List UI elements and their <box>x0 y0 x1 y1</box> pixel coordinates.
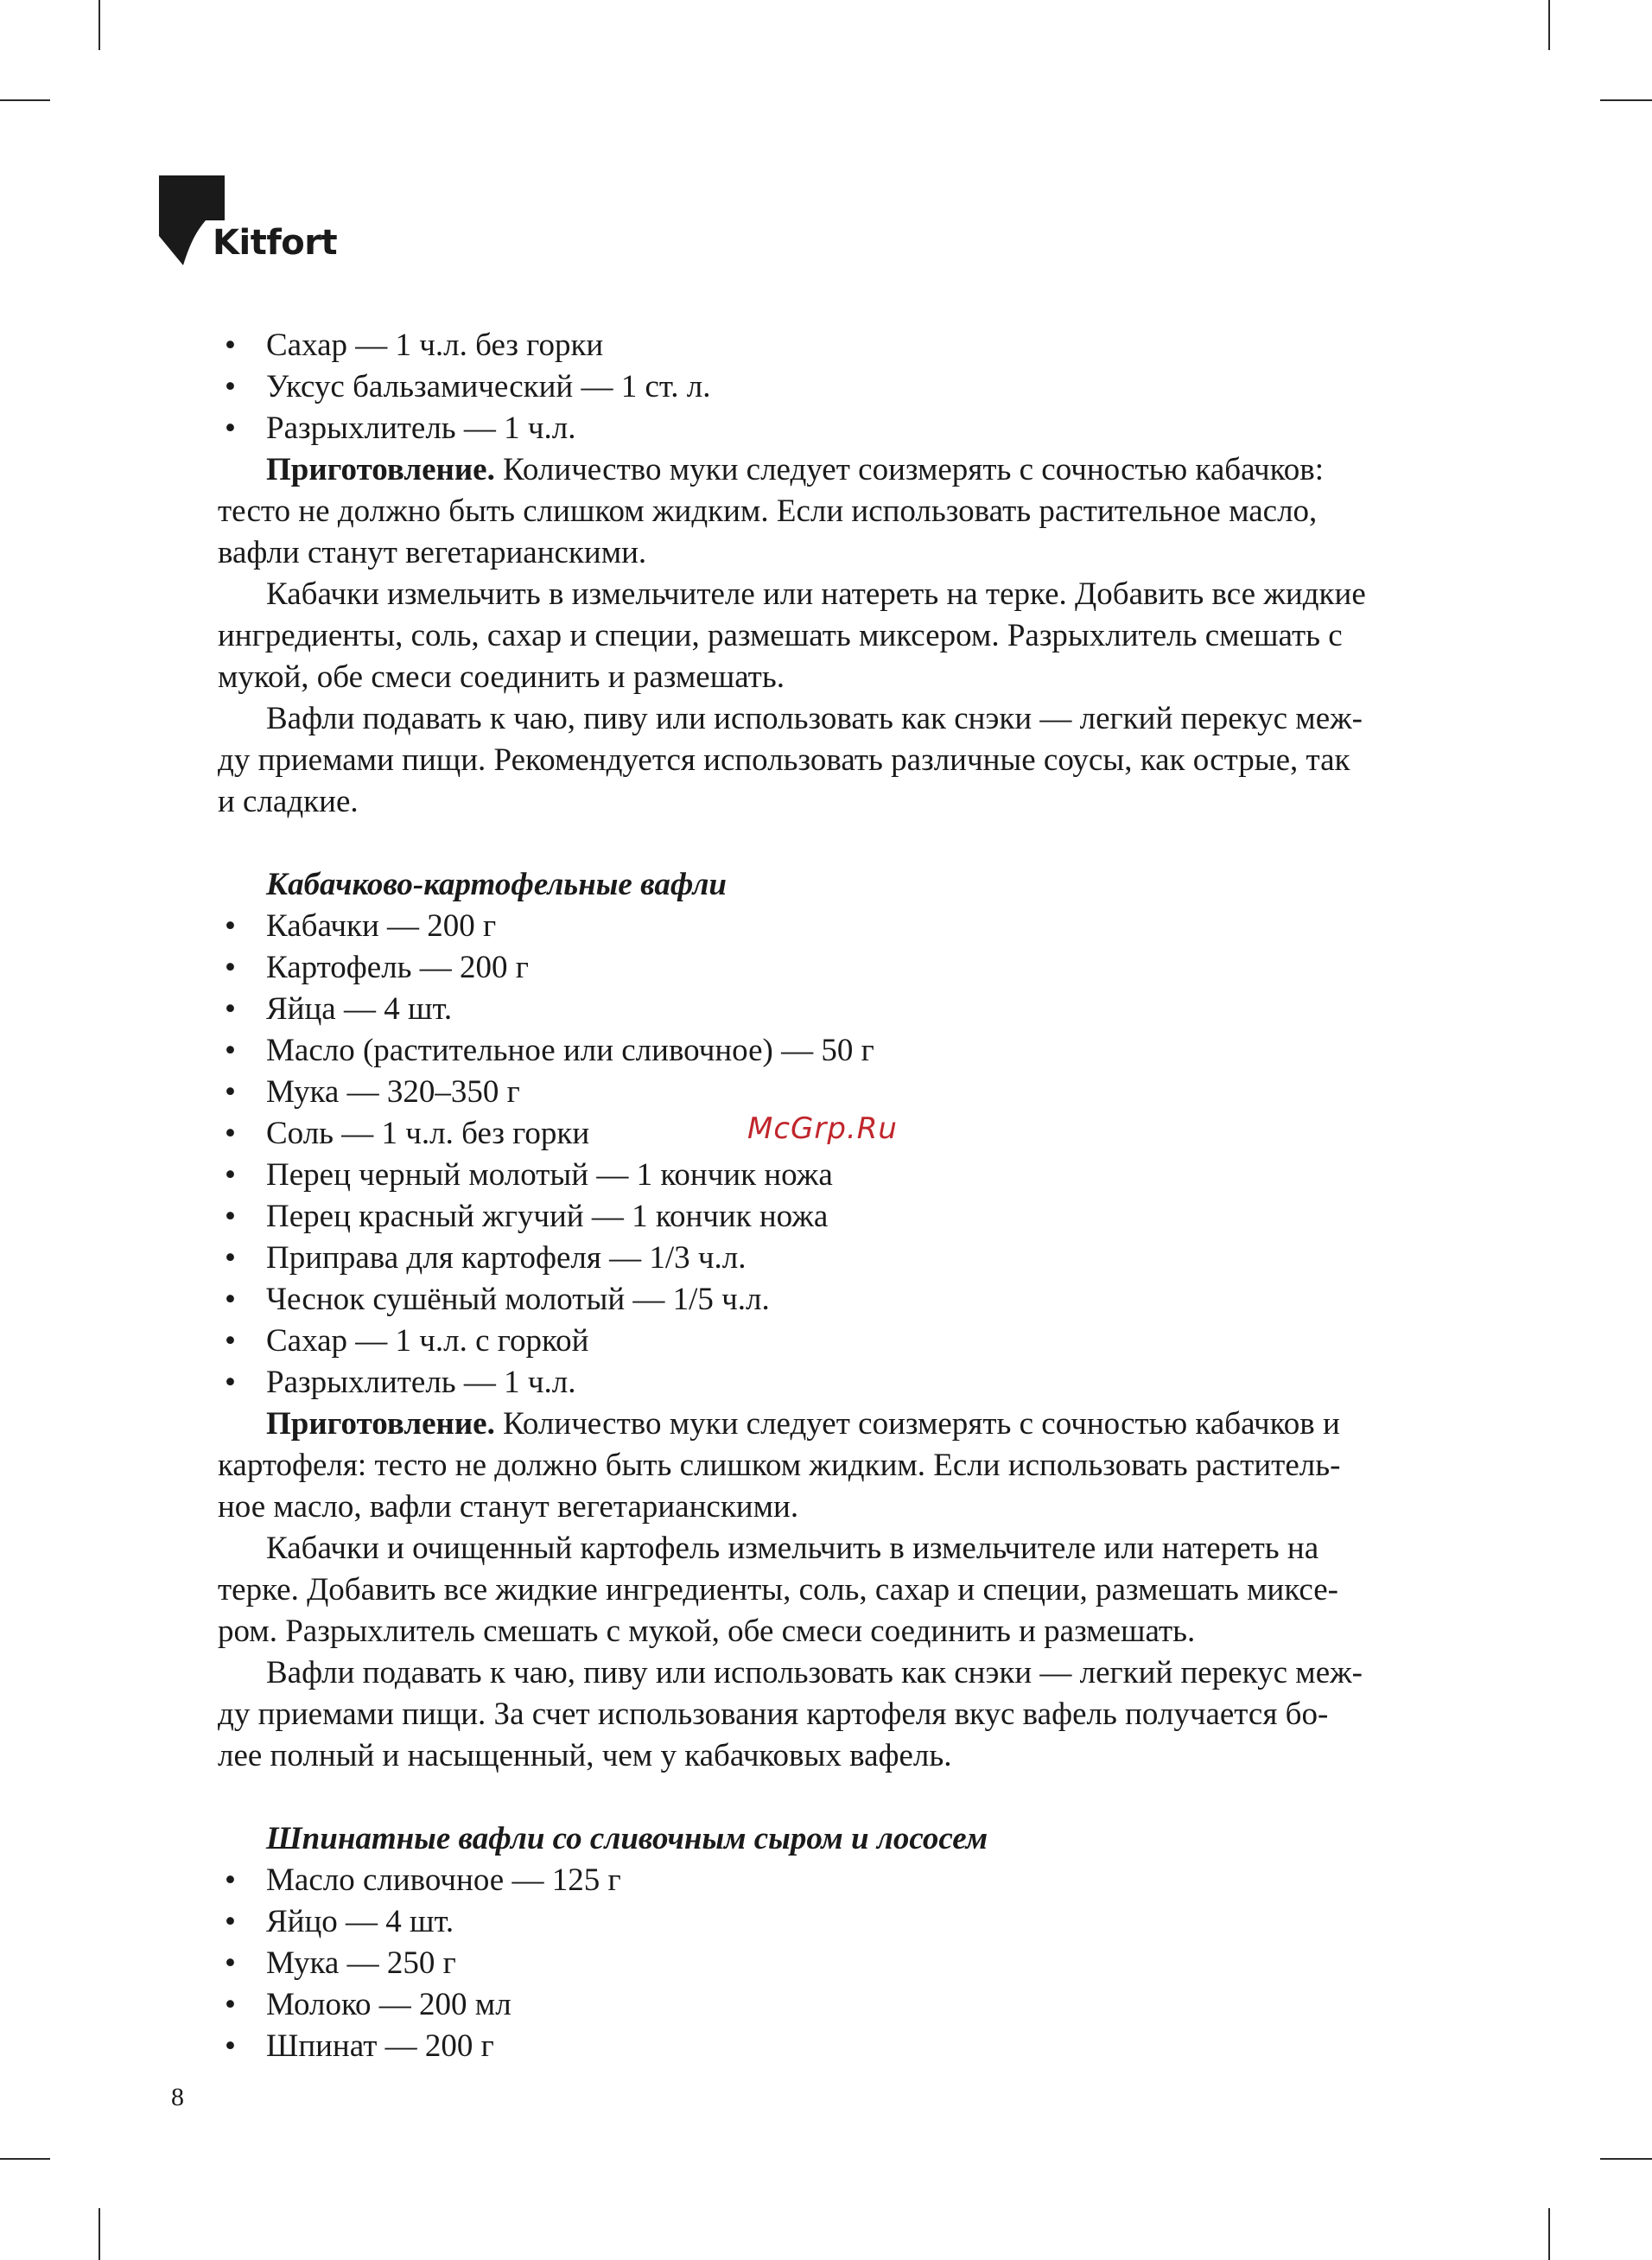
list-item: • Чеснок сушёный молотый — 1/5 ч.л. <box>218 1279 1462 1321</box>
recipe-title: Шпинатные вафли со сливочным сыром и лососем <box>266 1821 988 1856</box>
list-item: • Мука — 250 г <box>218 1943 1462 1984</box>
crop-mark-top-right-horizontal <box>1600 99 1652 101</box>
page-content <box>218 325 1462 2067</box>
paragraph-line: ду приемами пищи. Рекомендуется использовать различные соусы, как острые, так <box>218 742 1350 778</box>
crop-mark-top-right-vertical <box>1548 0 1550 50</box>
crop-mark-bottom-left-vertical <box>98 2208 100 2260</box>
crop-mark-bottom-right-horizontal <box>1600 2158 1652 2160</box>
list-item: • Уксус бальзамический — 1 ст. л. <box>218 366 1462 408</box>
list-item: • Шпинат — 200 г <box>218 2026 1462 2067</box>
paragraph-line: Кабачки и очищенный картофель измельчить в измельчителе или натереть на <box>266 1531 1319 1566</box>
paragraph-line: ром. Разрыхлитель смешать с мукой, обе смеси соединить и размешать. <box>218 1614 1196 1649</box>
crop-mark-top-left-vertical <box>98 0 100 50</box>
paragraph-line: вафли станут вегетарианскими. <box>218 535 647 570</box>
watermark: McGrp.Ru <box>747 1111 898 1146</box>
paragraph-line: Кабачки измельчить в измельчителе или натереть на терке. Добавить все жидкие <box>266 576 1366 612</box>
paragraph-line: и сладкие. <box>218 784 359 819</box>
list-item: • Разрыхлитель — 1 ч.л. <box>218 408 1462 449</box>
list-item: • Перец черный молотый — 1 кончик ножа <box>218 1155 1462 1196</box>
paragraph-line: ду приемами пищи. За счет использования картофеля вкус вафель получается бо- <box>218 1697 1329 1732</box>
recipe-title: Кабачково-картофельные вафли <box>266 867 728 902</box>
list-item: • Молоко — 200 мл <box>218 1984 1462 2026</box>
paragraph-line: ингредиенты, соль, сахар и специи, размешать миксером. Разрыхлитель смешать с <box>218 618 1343 653</box>
preparation-line: Приготовление. Количество муки следует соизмерять с сочностью кабачков: <box>266 452 1324 487</box>
paragraph-line: Вафли подавать к чаю, пиву или использовать как снэки — легкий перекус меж- <box>266 701 1363 736</box>
page-number: 8 <box>171 2083 184 2111</box>
brand-name: Kitfort <box>213 223 338 263</box>
paragraph-line: мукой, обе смеси соединить и размешать. <box>218 659 785 695</box>
crop-mark-top-left-horizontal <box>0 99 50 101</box>
list-item: • Разрыхлитель — 1 ч.л. <box>218 1362 1462 1404</box>
list-item: • Приправа для картофеля — 1/3 ч.л. <box>218 1238 1462 1279</box>
paragraph-line: Вафли подавать к чаю, пиву или использовать как снэки — легкий перекус меж- <box>266 1655 1363 1690</box>
paragraph-line: лее полный и насыщенный, чем у кабачковых вафель. <box>218 1738 952 1773</box>
kitfort-logo <box>157 175 343 271</box>
crop-mark-bottom-left-horizontal <box>0 2158 50 2160</box>
list-item: • Яйца — 4 шт. <box>218 989 1462 1030</box>
paragraph-line: ное масло, вафли станут вегетарианскими. <box>218 1489 799 1525</box>
list-item: • Сахар — 1 ч.л. без горки <box>218 325 1462 366</box>
list-item: • Перец красный жгучий — 1 кончик ножа <box>218 1196 1462 1238</box>
list-item: • Яйцо — 4 шт. <box>218 1901 1462 1943</box>
crop-mark-bottom-right-vertical <box>1548 2208 1550 2260</box>
list-item: • Кабачки — 200 г <box>218 906 1462 947</box>
paragraph-line: тесто не должно быть слишком жидким. Если использовать растительное масло, <box>218 493 1318 529</box>
paragraph-line: картофеля: тесто не должно быть слишком жидким. Если использовать раститель- <box>218 1448 1341 1483</box>
list-item: • Соль — 1 ч.л. без горки <box>218 1113 1462 1155</box>
list-item: • Масло (растительное или сливочное) — 50 г <box>218 1030 1462 1072</box>
list-item: • Мука — 320–350 г <box>218 1072 1462 1113</box>
preparation-line: Приготовление. Количество муки следует соизмерять с сочностью кабачков и <box>266 1406 1340 1442</box>
list-item: • Масло сливочное — 125 г <box>218 1860 1462 1901</box>
list-item: • Сахар — 1 ч.л. с горкой <box>218 1321 1462 1362</box>
list-item: • Картофель — 200 г <box>218 947 1462 989</box>
paragraph-line: терке. Добавить все жидкие ингредиенты, соль, сахар и специи, размешать миксе- <box>218 1572 1338 1607</box>
